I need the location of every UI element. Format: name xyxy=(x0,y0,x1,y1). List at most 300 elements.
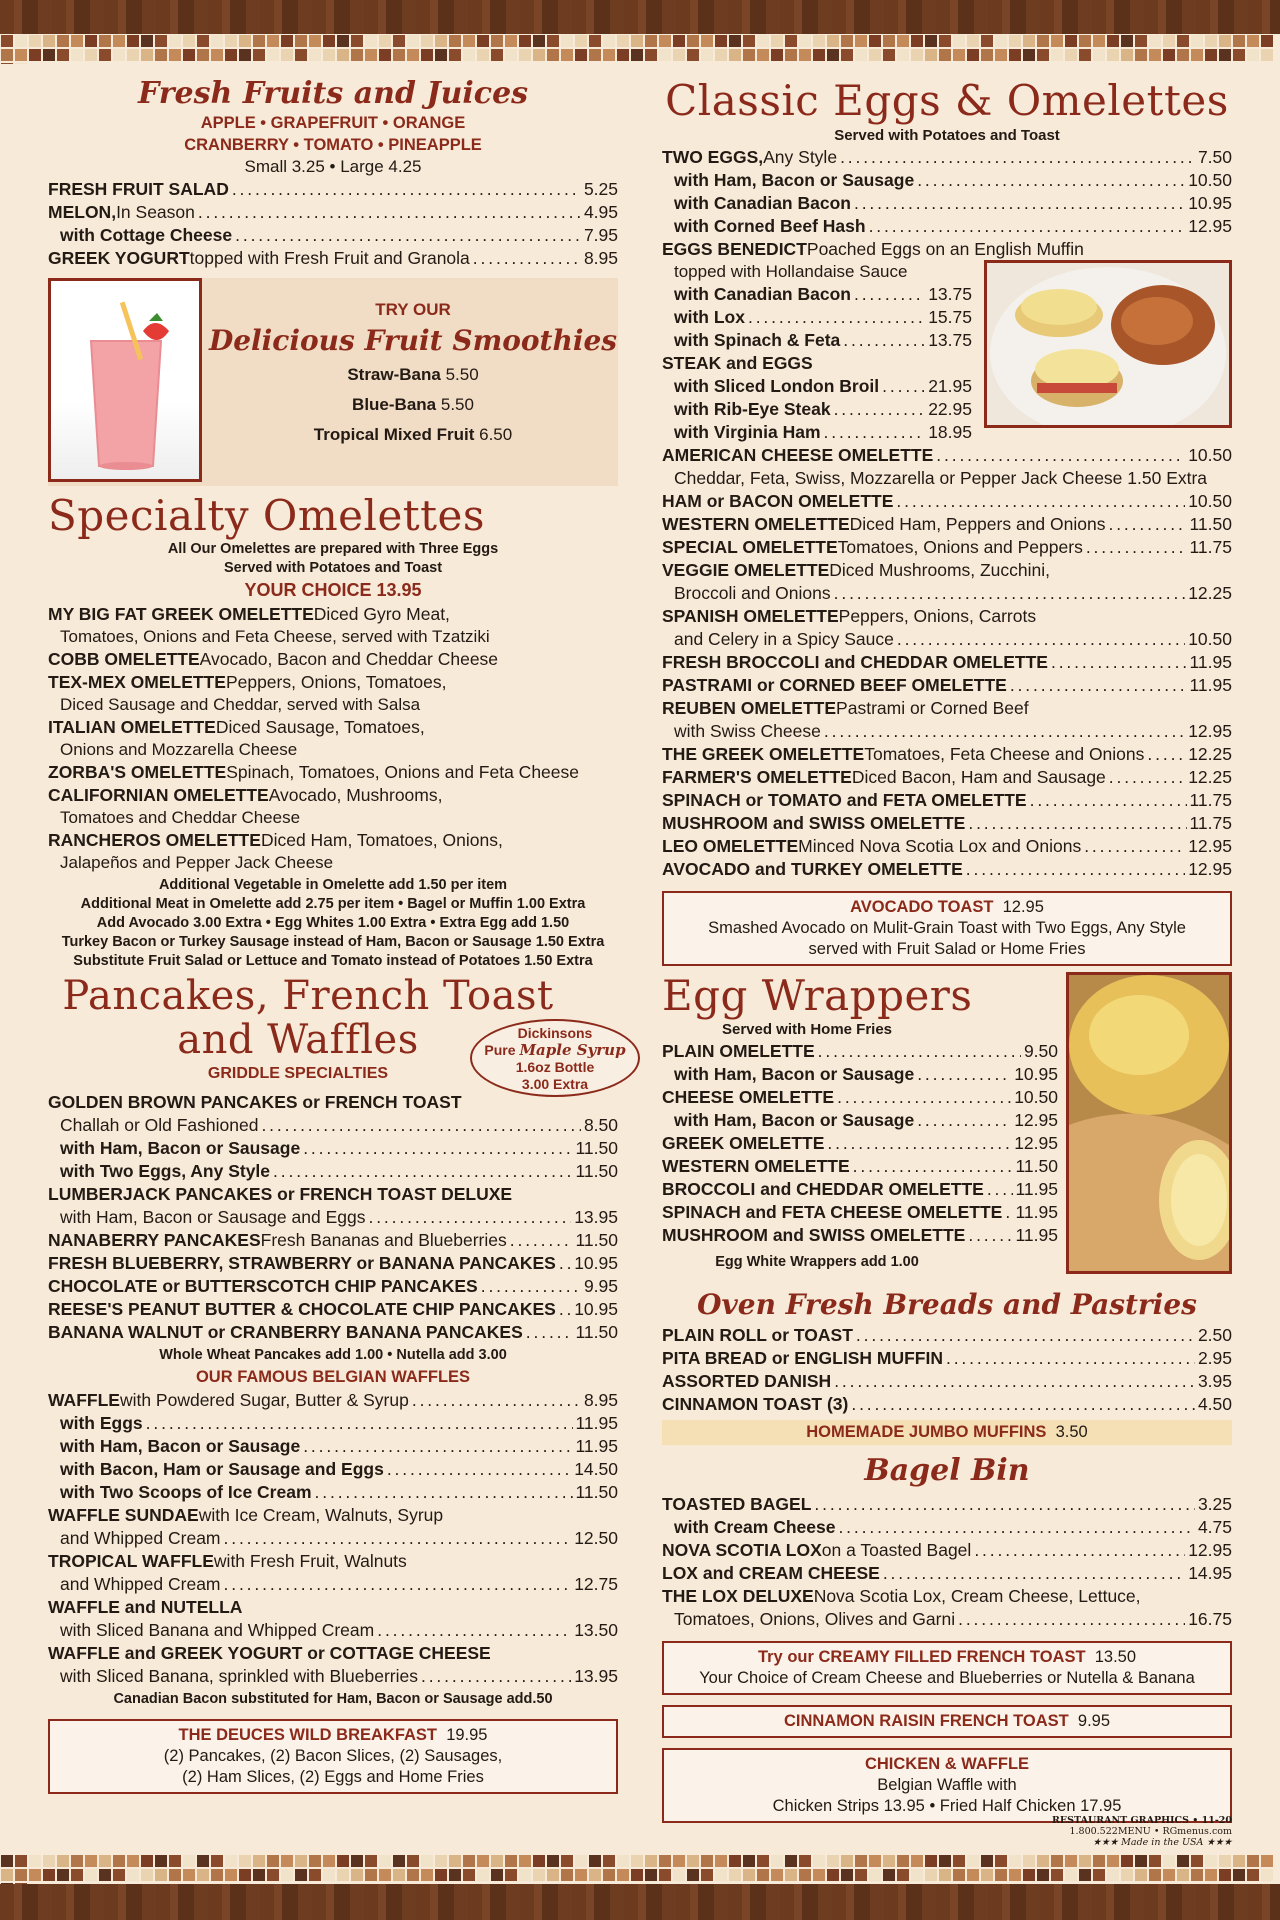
menu-item-price: 13.75 xyxy=(928,330,972,350)
menu-item-row xyxy=(48,1206,618,1229)
menu-item-name: PITA BREAD or ENGLISH MUFFIN xyxy=(662,1348,943,1368)
mosaic-tile xyxy=(435,35,447,47)
menu-item-name: with Lox xyxy=(674,307,745,327)
mosaic-tile xyxy=(1135,1869,1147,1881)
mosaic-tile xyxy=(421,1855,433,1867)
mosaic-tile xyxy=(841,49,853,61)
menu-item-row xyxy=(662,1178,1058,1201)
mosaic-tile xyxy=(799,1869,811,1881)
mosaic-tile xyxy=(687,49,699,61)
mosaic-tile xyxy=(995,1869,1007,1881)
smoothie-name: Tropical Mixed Fruit xyxy=(313,425,475,444)
menu-item-price: 10.50 xyxy=(1188,629,1232,649)
classic-title: Classic Eggs & Omelettes xyxy=(665,76,1229,125)
mosaic-tile xyxy=(253,1855,265,1867)
specialty-item xyxy=(48,603,618,626)
mosaic-tile xyxy=(155,1869,167,1881)
menu-item-price: 11.95 xyxy=(575,1413,618,1433)
menu-item-row xyxy=(662,835,1232,858)
benedict-desc: Poached Eggs on an English Muffin xyxy=(806,239,1084,259)
mosaic-tile xyxy=(939,1855,951,1867)
mosaic-tile xyxy=(1247,49,1259,61)
creamy-pre: Try our xyxy=(757,1648,819,1666)
specialty-notes xyxy=(48,876,618,971)
mosaic-tile xyxy=(897,1855,909,1867)
mosaic-tile xyxy=(911,35,923,47)
specialty-note: Add Avocado 3.00 Extra • Egg Whites 1.00 Extra • Extra Egg add 1.50 xyxy=(96,915,570,931)
mosaic-tile xyxy=(113,1855,125,1867)
menu-item-name: NOVA SCOTIA LOX xyxy=(662,1540,822,1560)
mosaic-tile xyxy=(729,35,741,47)
mosaic-tile xyxy=(1177,35,1189,47)
menu-item-name: WAFFLE and NUTELLA xyxy=(48,1597,243,1617)
top-wood-border xyxy=(0,0,1280,34)
menu-item-row xyxy=(662,398,972,421)
menu-item-row xyxy=(48,1229,618,1252)
mosaic-tile xyxy=(1149,35,1161,47)
specialty-items-list xyxy=(48,603,618,874)
chicken-waffle-box xyxy=(662,1748,1232,1823)
menu-item-name: FARMER'S OMELETTE xyxy=(662,767,852,787)
menu-item-price: 12.95 xyxy=(1188,1540,1232,1560)
mosaic-tile xyxy=(113,49,125,61)
mosaic-tile xyxy=(1205,49,1217,61)
mosaic-tile xyxy=(561,35,573,47)
mosaic-tile xyxy=(533,1855,545,1867)
dot-leader xyxy=(526,1321,573,1344)
menu-item-price: 2.95 xyxy=(1197,1348,1232,1368)
menu-item-row xyxy=(662,1040,1058,1063)
mosaic-tile xyxy=(43,1869,55,1881)
dot-leader xyxy=(897,628,1185,651)
mosaic-tile xyxy=(645,1869,657,1881)
bread-items-list xyxy=(662,1324,1232,1416)
mosaic-tile xyxy=(57,35,69,47)
mosaic-tile xyxy=(771,1869,783,1881)
mosaic-tile xyxy=(99,49,111,61)
mosaic-tile xyxy=(435,1855,447,1867)
smoothie-name: Straw-Bana xyxy=(347,365,441,384)
mosaic-tile xyxy=(1149,1855,1161,1867)
dot-leader xyxy=(968,812,1186,835)
avocado-price: 12.95 xyxy=(1002,898,1044,916)
mosaic-tile xyxy=(1093,35,1105,47)
menu-item-name: PASTRAMI or CORNED BEEF OMELETTE xyxy=(662,675,1007,695)
mosaic-tile xyxy=(1163,1855,1175,1867)
menu-item-name: SPINACH or TOMATO and FETA OMELETTE xyxy=(662,790,1027,810)
menu-item-price: 11.50 xyxy=(1015,1156,1058,1176)
mosaic-tile xyxy=(197,1869,209,1881)
mosaic-tile xyxy=(393,49,405,61)
mosaic-tile xyxy=(841,35,853,47)
mosaic-tile xyxy=(1065,1869,1077,1881)
mosaic-tile xyxy=(491,1869,503,1881)
dot-leader xyxy=(748,306,925,329)
mosaic-tile xyxy=(1079,1855,1091,1867)
mosaic-tile xyxy=(1009,35,1021,47)
menu-item-name: with Canadian Bacon xyxy=(674,284,851,304)
waffle-items-list xyxy=(48,1389,618,1688)
menu-item-desc: with Sliced Banana, sprinkled with Blueberries xyxy=(60,1666,418,1686)
mosaic-tile xyxy=(1219,1869,1231,1881)
avocado-title: AVOCADO TOAST xyxy=(850,898,994,916)
deuces-line1: (2) Pancakes, (2) Bacon Slices, (2) Sausages, xyxy=(163,1747,503,1765)
dot-leader xyxy=(1084,835,1185,858)
mosaic-tile xyxy=(1177,49,1189,61)
mosaic-tile xyxy=(743,1869,755,1881)
menu-item-price: 13.75 xyxy=(928,284,972,304)
dot-leader xyxy=(377,1619,571,1642)
menu-item-name: CHEESE OMELETTE xyxy=(662,1087,835,1107)
menu-item-row xyxy=(48,1550,618,1573)
menu-item-desc: Diced Bacon, Ham and Sausage xyxy=(851,767,1106,787)
mosaic-tile xyxy=(99,1869,111,1881)
mosaic-tile xyxy=(547,1869,559,1881)
menu-item-desc: with Powdered Sugar, Butter & Syrup xyxy=(119,1390,409,1410)
mosaic-tile xyxy=(309,1869,321,1881)
menu-item-price: 5.25 xyxy=(583,179,618,199)
mosaic-tile xyxy=(1,63,13,64)
menu-item-name: with Rib-Eye Steak xyxy=(674,399,831,419)
menu-item-price: 11.50 xyxy=(575,1138,618,1158)
mosaic-tile xyxy=(505,35,517,47)
mosaic-tile xyxy=(827,35,839,47)
specialty-title: Specialty Omelettes xyxy=(48,491,485,540)
specialty-note: Substitute Fruit Salad or Lettuce and Tomato instead of Potatoes 1.50 Extra xyxy=(73,953,593,969)
mosaic-tile xyxy=(1261,1869,1273,1881)
mosaic-tile xyxy=(127,35,139,47)
mosaic-tile xyxy=(813,1869,825,1881)
pancakes-title-line1: Pancakes, French Toast xyxy=(62,973,554,1019)
mosaic-tile xyxy=(589,49,601,61)
mosaic-tile xyxy=(365,1869,377,1881)
smoothie-items-list xyxy=(208,360,618,450)
mosaic-tile xyxy=(183,35,195,47)
benedict-line xyxy=(662,238,1232,261)
mosaic-tile xyxy=(1247,1869,1259,1881)
menu-item-price: 12.95 xyxy=(1188,836,1232,856)
menu-item-row xyxy=(48,1481,618,1504)
menu-item-price: 10.50 xyxy=(1188,170,1232,190)
mosaic-tile xyxy=(239,35,251,47)
dot-leader xyxy=(936,444,1185,467)
mosaic-tile xyxy=(1163,1869,1175,1881)
menu-item-row xyxy=(662,306,972,329)
mosaic-tile xyxy=(687,1855,699,1867)
mosaic-tile xyxy=(407,35,419,47)
mosaic-tile xyxy=(1107,1855,1119,1867)
mosaic-tile xyxy=(911,49,923,61)
menu-item-name: VEGGIE OMELETTE xyxy=(662,560,830,580)
menu-item-name: with Ham, Bacon or Sausage xyxy=(674,1064,915,1084)
cinnamon-raisin-box xyxy=(662,1705,1232,1738)
classic-omelettes-list xyxy=(662,444,1232,881)
mosaic-tile xyxy=(127,1869,139,1881)
mosaic-tile xyxy=(281,1869,293,1881)
mosaic-tile xyxy=(85,1869,97,1881)
griddle-label: GRIDDLE SPECIALTIES xyxy=(207,1065,389,1082)
wrappers-sub: Served with Home Fries xyxy=(721,1021,893,1038)
mosaic-tile xyxy=(463,49,475,61)
mosaic-tile xyxy=(1023,49,1035,61)
menu-item-row xyxy=(662,651,1232,674)
menu-item-row xyxy=(662,674,1232,697)
mosaic-tile xyxy=(1037,49,1049,61)
dot-leader xyxy=(840,146,1195,169)
mosaic-tile xyxy=(169,1855,181,1867)
menu-item-price: 11.95 xyxy=(1015,1179,1058,1199)
menu-item-row xyxy=(48,1573,618,1596)
mosaic-tile xyxy=(799,49,811,61)
mosaic-tile xyxy=(323,1869,335,1881)
dot-leader xyxy=(834,582,1186,605)
specialty-note: Turkey Bacon or Turkey Sausage instead of Ham, Bacon or Sausage 1.50 Extra xyxy=(61,934,605,950)
mosaic-tile xyxy=(43,1855,55,1867)
classic-sub: Served with Potatoes and Toast xyxy=(834,127,1060,144)
mosaic-tile xyxy=(617,1869,629,1881)
mosaic-tile xyxy=(1247,35,1259,47)
menu-item-name: TWO EGGS, xyxy=(662,147,764,167)
chicken-title: CHICKEN & WAFFLE xyxy=(864,1755,1030,1773)
mosaic-tile xyxy=(309,35,321,47)
mosaic-tile xyxy=(1261,35,1273,47)
dot-leader xyxy=(235,224,581,247)
menu-item-name: FRESH FRUIT SALAD xyxy=(48,179,229,199)
mosaic-tile xyxy=(785,1855,797,1867)
wrapper-items-list xyxy=(662,1040,1058,1247)
menu-item-price: 12.95 xyxy=(1188,216,1232,236)
menu-item-row xyxy=(662,375,972,398)
menu-item-row xyxy=(48,1642,618,1665)
mosaic-tile xyxy=(225,1855,237,1867)
menu-item-row xyxy=(662,697,1232,720)
menu-item-desc: Peppers, Onions, Carrots xyxy=(838,606,1037,626)
mosaic-tile xyxy=(1233,1855,1245,1867)
mosaic-tile xyxy=(421,1869,433,1881)
mosaic-tile xyxy=(1023,35,1035,47)
mosaic-tile xyxy=(1233,35,1245,47)
mosaic-tile xyxy=(239,1855,251,1867)
menu-item-price: 10.50 xyxy=(1014,1087,1058,1107)
menu-item-row xyxy=(662,858,1232,881)
dot-leader xyxy=(814,1493,1195,1516)
menu-item-price: 11.75 xyxy=(1189,537,1232,557)
mosaic-tile xyxy=(575,1855,587,1867)
dot-leader xyxy=(834,398,926,421)
menu-item-price: 3.95 xyxy=(1197,1371,1232,1391)
specialty-item-desc: Diced Ham, Tomatoes, Onions, xyxy=(260,830,503,850)
menu-item-row xyxy=(48,1137,618,1160)
wrappers-note: Egg White Wrappers add 1.00 xyxy=(715,1254,919,1270)
menu-item-name: with Ham, Bacon or Sausage xyxy=(674,1110,915,1130)
dot-leader xyxy=(838,1516,1194,1539)
mosaic-tile xyxy=(785,49,797,61)
mosaic-tile xyxy=(183,1855,195,1867)
menu-item-name: SPANISH OMELETTE xyxy=(662,606,839,626)
bagel-title: Bagel Bin xyxy=(864,1453,1030,1488)
fruit-items-list xyxy=(48,178,618,270)
dot-leader xyxy=(854,283,925,306)
mosaic-tile xyxy=(575,35,587,47)
specialty-item-desc: Diced Gyro Meat, xyxy=(313,604,450,624)
mosaic-tile xyxy=(1079,1869,1091,1881)
mosaic-tile xyxy=(505,49,517,61)
smoothie-item xyxy=(208,360,618,390)
menu-item-name: WAFFLE SUNDAE xyxy=(48,1505,199,1525)
mosaic-tile xyxy=(617,1855,629,1867)
menu-item-row xyxy=(662,628,1232,651)
mosaic-tile xyxy=(1009,49,1021,61)
benedict-items-list xyxy=(662,283,972,352)
menu-item-price: 11.50 xyxy=(1189,514,1232,534)
menu-item-desc: Nova Scotia Lox, Cream Cheese, Lettuce, xyxy=(813,1586,1141,1606)
mosaic-tile xyxy=(1177,1855,1189,1867)
menu-item-row xyxy=(662,444,1232,467)
menu-item-desc: and Whipped Cream xyxy=(60,1574,221,1594)
menu-item-price: 11.95 xyxy=(1189,675,1232,695)
menu-item-row xyxy=(48,1412,618,1435)
mosaic-tile xyxy=(869,1855,881,1867)
mosaic-tile xyxy=(547,35,559,47)
mosaic-tile xyxy=(1121,35,1133,47)
menu-item-price: 8.95 xyxy=(583,248,618,268)
menu-item-row xyxy=(662,789,1232,812)
menu-item-price: 10.95 xyxy=(1188,193,1232,213)
specialty-item xyxy=(48,784,618,807)
specialty-item-desc: Peppers, Onions, Tomatoes, xyxy=(225,672,447,692)
chicken-line2: Chicken Strips 13.95 • Fried Half Chicken 17.95 xyxy=(772,1797,1122,1815)
mosaic-tile xyxy=(169,1869,181,1881)
mosaic-tile xyxy=(225,1869,237,1881)
mosaic-tile xyxy=(239,49,251,61)
avocado-toast-box xyxy=(662,891,1232,966)
menu-item-row xyxy=(662,1324,1232,1347)
mosaic-tile xyxy=(57,49,69,61)
specialty-item-cont: Onions and Mozzarella Cheese xyxy=(60,740,298,759)
mosaic-tile xyxy=(883,1869,895,1881)
mosaic-tile xyxy=(603,1869,615,1881)
specialty-item-cont: Jalapeños and Pepper Jack Cheese xyxy=(60,853,334,872)
dot-leader xyxy=(917,1109,1011,1132)
dot-leader xyxy=(1109,766,1185,789)
menu-item-price: 11.50 xyxy=(575,1230,618,1250)
bottom-wood-border xyxy=(0,1884,1280,1920)
mosaic-tile xyxy=(659,1855,671,1867)
dot-leader xyxy=(987,1178,1013,1201)
mosaic-tile xyxy=(1009,1869,1021,1881)
menu-item-name: WAFFLE xyxy=(48,1390,120,1410)
mosaic-tile xyxy=(155,49,167,61)
mosaic-tile xyxy=(1205,35,1217,47)
dot-leader xyxy=(198,201,581,224)
mosaic-tile xyxy=(631,1855,643,1867)
smoothie-name: Blue-Bana xyxy=(352,395,437,414)
mosaic-tile xyxy=(295,35,307,47)
mosaic-tile xyxy=(1261,1855,1273,1867)
mosaic-tile xyxy=(141,1869,153,1881)
mosaic-tile xyxy=(519,1869,531,1881)
dot-leader xyxy=(1086,536,1187,559)
menu-item-row xyxy=(662,1132,1058,1155)
mosaic-tile xyxy=(715,35,727,47)
mosaic-tile xyxy=(1107,1869,1119,1881)
dot-leader xyxy=(837,1086,1011,1109)
mosaic-tile xyxy=(491,35,503,47)
dot-leader xyxy=(853,1155,1013,1178)
menu-item-row xyxy=(662,1493,1232,1516)
mosaic-tile xyxy=(365,35,377,47)
mosaic-tile xyxy=(729,1869,741,1881)
menu-item-row xyxy=(48,1665,618,1688)
dot-leader xyxy=(824,421,926,444)
bagel-items-list xyxy=(662,1493,1232,1631)
menu-item-price: 10.95 xyxy=(574,1299,618,1319)
menu-item-name: MUSHROOM and SWISS OMELETTE xyxy=(662,813,966,833)
mosaic-tile xyxy=(813,49,825,61)
benedict-cont: topped with Hollandaise Sauce xyxy=(674,262,908,281)
mosaic-tile xyxy=(855,49,867,61)
smoothie-price: 6.50 xyxy=(479,425,513,444)
mosaic-tile xyxy=(1261,49,1273,61)
menu-item-price: 10.95 xyxy=(574,1253,618,1273)
wrappers-title: Egg Wrappers xyxy=(662,971,973,1020)
dot-leader xyxy=(315,1481,573,1504)
mosaic-tile xyxy=(883,1855,895,1867)
mosaic-tile xyxy=(1037,1855,1049,1867)
fruits-juice-line1: APPLE • GRAPEFRUIT • ORANGE xyxy=(200,114,466,132)
mosaic-tile xyxy=(561,1855,573,1867)
mosaic-tile xyxy=(883,35,895,47)
menu-item-desc: Diced Mushrooms, Zucchini, xyxy=(829,560,1051,580)
creamy-title: CREAMY FILLED FRENCH TOAST xyxy=(818,1648,1086,1666)
menu-item-price: 11.95 xyxy=(1015,1225,1058,1245)
mosaic-tile xyxy=(897,49,909,61)
mosaic-tile xyxy=(687,35,699,47)
menu-item-desc: Broccoli and Onions xyxy=(674,583,831,603)
mosaic-tile xyxy=(799,1855,811,1867)
menu-item-price: 3.25 xyxy=(1197,1494,1232,1514)
dot-leader xyxy=(303,1137,572,1160)
dot-leader xyxy=(368,1206,571,1229)
mosaic-tile xyxy=(1205,1869,1217,1881)
menu-item-row xyxy=(662,192,1232,215)
breads-title: Oven Fresh Breads and Pastries xyxy=(697,1288,1197,1321)
footer-credit xyxy=(1052,1815,1232,1848)
menu-item-price: 16.75 xyxy=(1188,1609,1232,1629)
mosaic-tile xyxy=(253,49,265,61)
mosaic-tile xyxy=(449,1869,461,1881)
mosaic-tile xyxy=(211,1855,223,1867)
menu-item-desc: on a Toasted Bagel xyxy=(821,1540,972,1560)
fruits-title: Fresh Fruits and Juices xyxy=(137,76,529,111)
menu-item-name: HAM or BACON OMELETTE xyxy=(662,491,894,511)
mosaic-tile xyxy=(29,1869,41,1881)
dot-leader xyxy=(834,1370,1195,1393)
mosaic-tile xyxy=(729,1855,741,1867)
specialty-item-name: MY BIG FAT GREEK OMELETTE xyxy=(48,604,314,624)
mosaic-tile xyxy=(1219,1855,1231,1867)
mosaic-tile xyxy=(337,1855,349,1867)
menu-item-price: 8.50 xyxy=(583,1115,618,1135)
specialty-item-cont: Tomatoes and Cheddar Cheese xyxy=(60,808,301,827)
pancakes-header xyxy=(48,973,626,1092)
mosaic-tile xyxy=(869,1869,881,1881)
mosaic-tile xyxy=(295,49,307,61)
mosaic-tile xyxy=(603,35,615,47)
mosaic-tile xyxy=(673,1869,685,1881)
menu-item-row xyxy=(48,247,618,270)
mosaic-tile xyxy=(631,49,643,61)
